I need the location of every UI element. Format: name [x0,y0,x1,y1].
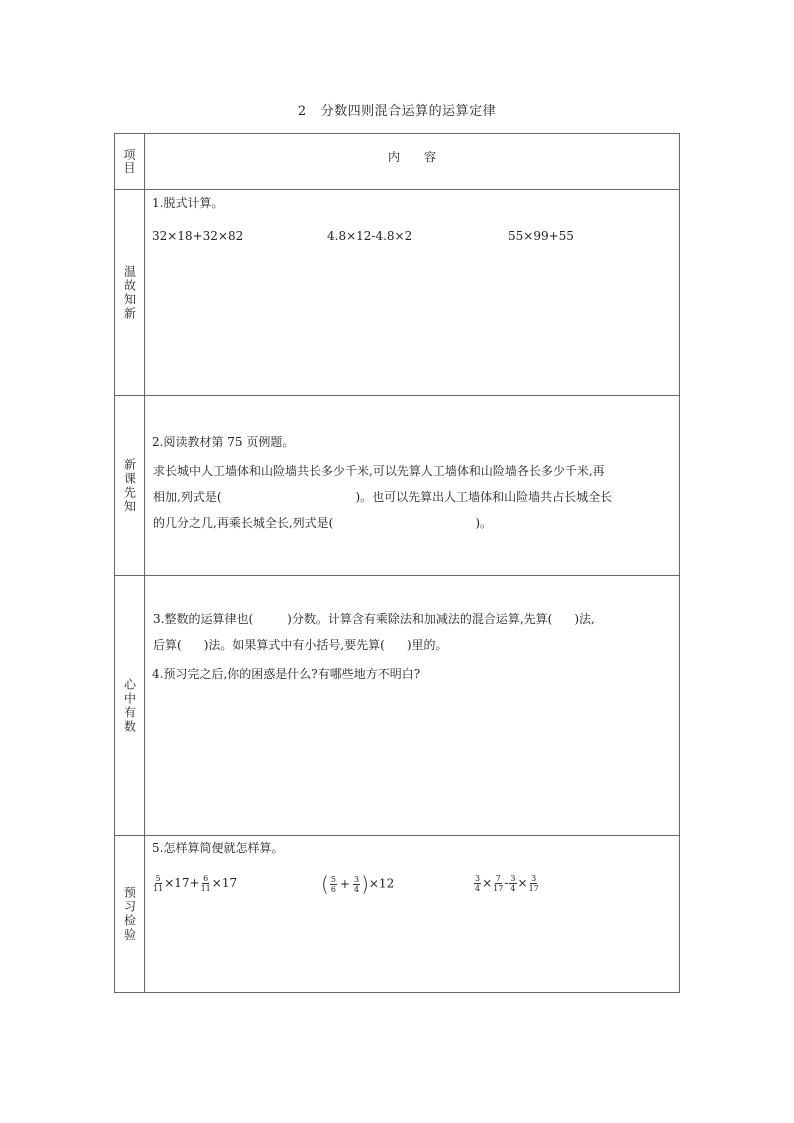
question-3 [153,606,677,658]
section-check [115,836,679,992]
calc-expression-3: $\frac{3}{4}$ × $\frac{7}{17}$ - $\frac{3}{4}$ × $\frac{3}{17}$ [475,874,539,893]
fraction: $\frac{3}{4}$ [510,874,516,893]
section-number: 2 [297,104,307,119]
preview-table [114,133,680,993]
section-preview [115,396,679,576]
section-review [115,190,679,396]
expression-3: 55×99+55 [508,229,574,243]
header-label: 项目 [123,147,136,175]
calc-expression-1: $\frac{5}{11}$ ×17+ $\frac{6}{11}$ ×17 [153,874,238,893]
question-1: 1.脱式计算。 [152,196,224,210]
section-mind-content [145,576,679,835]
calc-expression-2: ( $\frac{5}{6}$ + $\frac{3}{4}$ )×12 [321,872,395,896]
section-preview-label-cell [115,396,145,575]
section-preview-label: 新课先知 [122,457,137,514]
section-mind [115,576,679,836]
section-preview-content [145,396,679,575]
question-3-line-2: 后算( )法。如果算式中有小括号,要先算( )里的。 [153,638,448,652]
question-4: 4.预习完之后,你的困惑是什么?有哪些地方不明白? [152,667,421,681]
fraction: $\frac{5}{11}$ [153,874,164,893]
fraction: $\frac{3}{4}$ [353,874,360,894]
question-2-line-1: 求长城中人工墙体和山险墙共长多少千米,可以先算人工墙体和山险墙各长多少千米,再 [153,464,605,478]
section-check-content [145,836,679,992]
fraction: $\frac{3}{4}$ [475,874,481,893]
question-2-text [153,458,677,536]
fraction: $\frac{3}{17}$ [528,874,539,893]
title-text: 分数四则混合运算的运算定律 [320,104,497,119]
section-check-label-cell [115,836,145,992]
page-title [0,100,794,119]
question-2: 2.阅读教材第 75 页例题。 [152,435,295,449]
header-content-cell [145,134,679,189]
fraction: $\frac{6}{11}$ [200,874,211,893]
fraction: $\frac{7}{17}$ [493,874,504,893]
header-label-cell [115,134,145,189]
question-5: 5.怎样算简便就怎样算。 [152,841,284,855]
section-review-label: 温故知新 [122,264,137,321]
expression-2: 4.8×12-4.8×2 [327,229,413,243]
section-mind-label-cell [115,576,145,835]
section-check-label: 预习检验 [122,886,137,942]
question-3-line-1: 3.整数的运算律也( )分数。计算含有乘除法和加减法的混合运算,先算( )法, [153,612,595,626]
question-2-line-3: 的几分之几,再乘长城全长,列式是( )。 [153,516,492,530]
section-review-content [145,190,679,395]
header-row [115,134,679,190]
header-content: 内 容 [387,150,436,164]
fraction: $\frac{5}{6}$ [330,874,336,894]
section-mind-label: 心中有数 [122,677,137,734]
expression-1: 32×18+32×82 [152,229,244,243]
section-review-label-cell [115,190,145,395]
question-2-line-2: 相加,列式是( )。也可以先算出人工墙体和山险墙共占长城全长 [153,490,613,504]
